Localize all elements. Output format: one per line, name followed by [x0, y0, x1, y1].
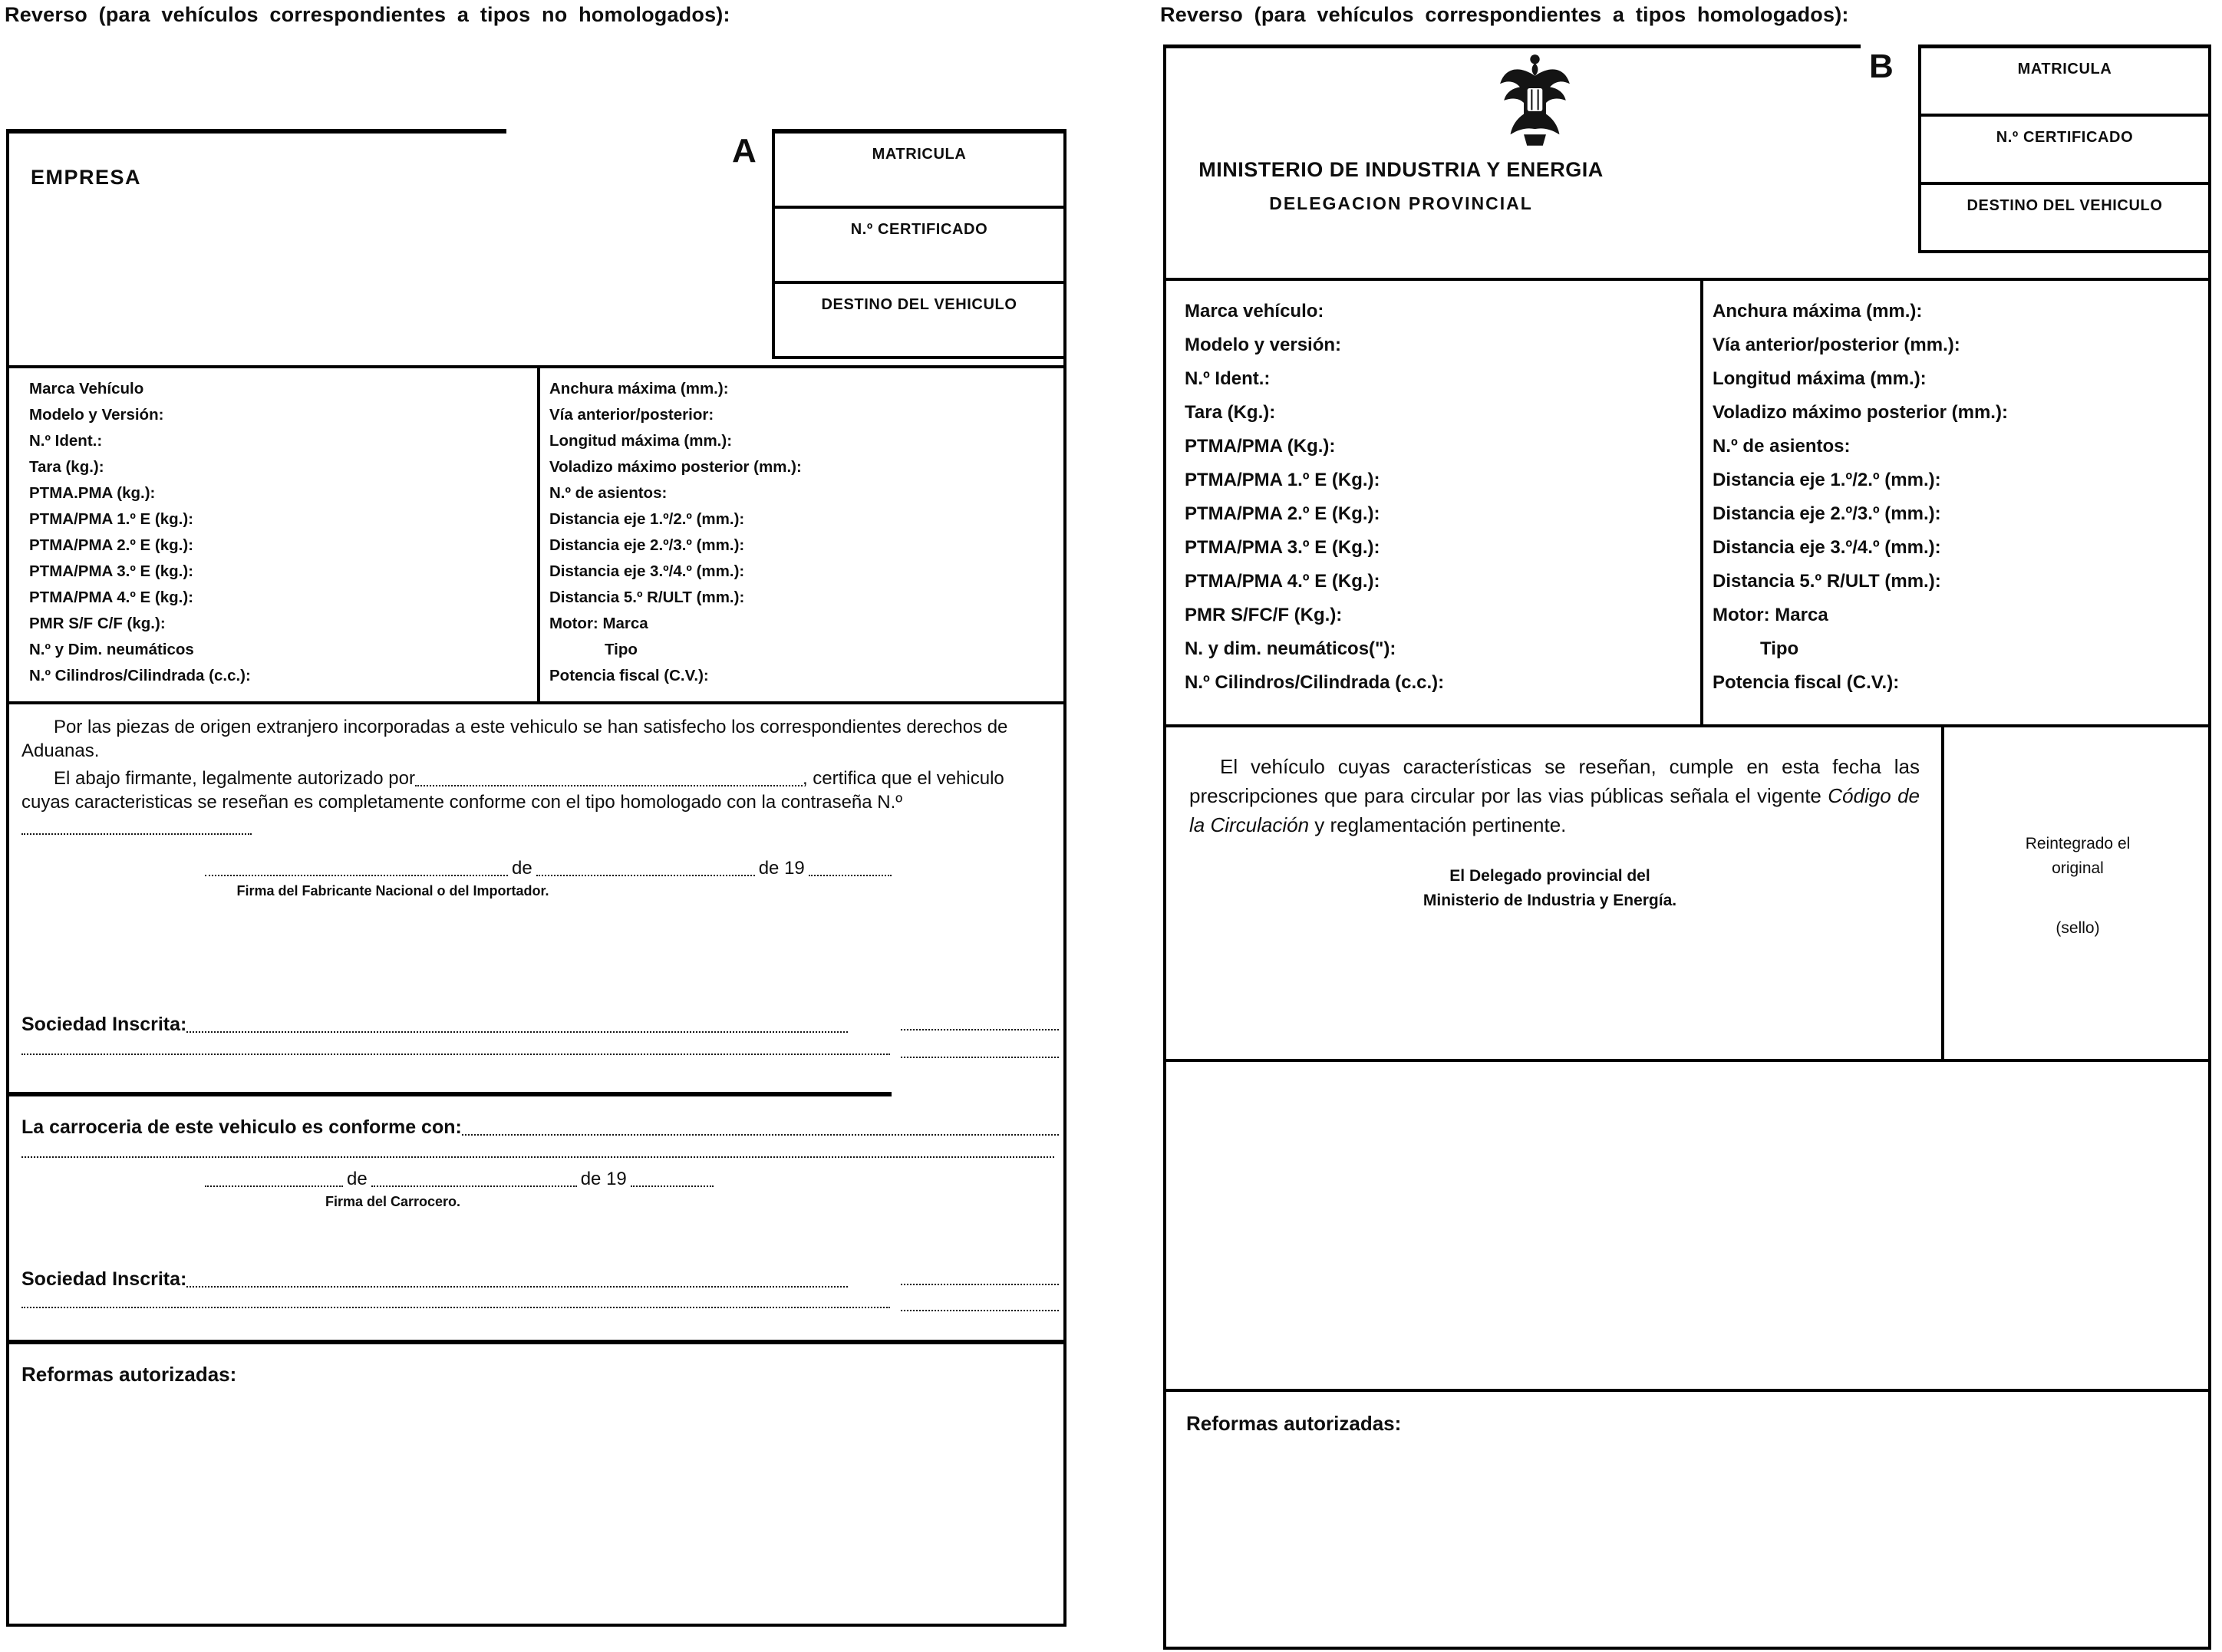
sociedad-right-dots: [901, 1271, 1059, 1287]
dotted-leader: [205, 1169, 343, 1187]
spec-label: PTMA/PMA 2.º E (kg.):: [29, 536, 194, 554]
spec-label: Distancia 5.º R/ULT (mm.):: [1713, 571, 1941, 592]
caption-left: Reverso (para vehículos correspondientes a tipos no homologados):: [5, 3, 730, 26]
dotted-leader: [631, 1169, 714, 1187]
carroceria-row: [21, 1114, 1059, 1139]
spec-label: N.º Ident.:: [29, 432, 103, 450]
sociedad-label: Sociedad Inscrita:: [21, 1268, 187, 1290]
dotted-leader: [415, 768, 803, 786]
dotted-leader: [901, 1273, 1059, 1285]
spec-label: Voladizo máximo posterior (mm.):: [549, 458, 802, 476]
dotted-leader: [901, 1046, 1059, 1058]
section-divider-b1: [1166, 1059, 2208, 1062]
plate-box-a: [772, 129, 1063, 359]
dotted-leader: [21, 1043, 890, 1055]
spec-label: Voladizo máximo posterior (mm.):: [1713, 402, 2008, 423]
reformas-label-a: Reformas autorizadas:: [21, 1363, 237, 1386]
dotted-leader: [462, 1116, 1059, 1136]
spec-label: PTMA/PMA 1.º E (Kg.):: [1185, 470, 1380, 490]
spec-label: Distancia eje 2.º/3.º (mm.):: [1713, 503, 1941, 524]
spec-label: Motor: Marca: [549, 615, 648, 632]
form-a-letter: A: [732, 132, 757, 170]
date-de19-label: de 19: [580, 1169, 627, 1189]
spec-label: N.º y Dim. neumáticos: [29, 641, 194, 658]
spec-label: Anchura máxima (mm.):: [1713, 301, 1923, 321]
firma-fabricante-caption: Firma del Fabricante Nacional o del Importador.: [236, 883, 549, 899]
coat-of-arms-icon: [1495, 52, 1575, 152]
spec-label: N. y dim. neumáticos("):: [1185, 638, 1396, 659]
sociedad-dotline: [21, 1040, 890, 1057]
spec-label: PTMA/PMA 2.º E (Kg.):: [1185, 503, 1380, 524]
spec-label: PTMA/PMA 4.º E (Kg.):: [1185, 571, 1380, 592]
spec-label: Vía anterior/posterior:: [549, 406, 714, 424]
date-line-carrocero: [205, 1166, 714, 1190]
certificado-cell: N.º CERTIFICADO: [775, 206, 1063, 281]
dotted-leader: [186, 1014, 848, 1033]
sociedad-inscrita-row: [21, 1266, 848, 1291]
spec-label: Tipo: [1760, 638, 1799, 659]
delegado-line-2: Ministerio de Industria y Energía.: [1423, 892, 1677, 909]
spec-label: Distancia eje 1.º/2.º (mm.):: [1713, 470, 1941, 490]
certificado-cell: N.º CERTIFICADO: [1921, 114, 2208, 182]
empresa-label: EMPRESA: [31, 166, 142, 189]
reformas-label-b: Reformas autorizadas:: [1186, 1412, 1402, 1435]
matricula-cell: MATRICULA: [2017, 61, 2112, 77]
dotted-leader: [21, 1296, 890, 1308]
specs-left-column-b: [1185, 295, 1444, 700]
spec-label: PTMA.PMA (kg.):: [29, 484, 156, 502]
dotted-leader: [809, 858, 892, 876]
spec-label: PTMA/PMA 1.º E (kg.):: [29, 510, 194, 528]
cert-pre-text: El abajo firmante, legalmente autorizado por: [54, 768, 415, 789]
sociedad-label: Sociedad Inscrita:: [21, 1014, 187, 1035]
form-b-letter: B: [1869, 48, 1894, 85]
specs-left-column-a: [29, 376, 251, 689]
spec-label: N.º de asientos:: [549, 484, 668, 502]
sociedad-inscrita-row: [21, 1011, 848, 1036]
declaration-paragraph: [1189, 752, 1920, 839]
spec-label: Distancia eje 1.º/2.º (mm.):: [549, 510, 745, 528]
spec-label: Marca vehículo:: [1185, 301, 1324, 321]
spec-label: N.º Cilindros/Cilindrada (c.c.):: [1185, 672, 1445, 693]
firma-carrocero-caption: Firma del Carrocero.: [325, 1194, 461, 1209]
dotted-leader: [21, 1146, 1054, 1158]
spec-label: Modelo y versión:: [1185, 335, 1342, 355]
spec-label: Longitud máxima (mm.):: [549, 432, 733, 450]
dotted-leader: [205, 858, 508, 876]
delegado-line-1: El Delegado provincial del: [1449, 867, 1650, 885]
dotted-leader: [901, 1018, 1059, 1030]
date-line-fabricante: [205, 856, 892, 879]
spec-label: Distancia eje 2.º/3.º (mm.):: [549, 536, 745, 554]
declaration-italic-text: Código de la Circulación: [1189, 784, 1920, 836]
declaration-pre-text: El vehículo cuyas características se reseñan, cumple en esta fecha las prescripciones que para circular por las vias públicas señala el vigente: [1189, 755, 1920, 807]
sociedad-right-dots: [901, 1044, 1059, 1060]
spec-label: PTMA/PMA 3.º E (Kg.):: [1185, 537, 1380, 558]
stamp-line-1: Reintegrado el: [2025, 835, 2131, 852]
stamp-line-2: original: [2052, 859, 2104, 877]
caption-right: Reverso (para vehículos correspondientes a tipos homologados):: [1160, 3, 1849, 26]
spec-label: PMR S/F C/F (kg.):: [29, 615, 166, 632]
spec-label: Anchura máxima (mm.):: [549, 380, 729, 397]
certification-paragraph: [21, 766, 1054, 839]
ministry-title: MINISTERIO DE INDUSTRIA Y ENERGIA: [1198, 158, 1604, 181]
date-de19-label: de 19: [758, 858, 805, 879]
spec-label: Distancia eje 3.º/4.º (mm.):: [549, 562, 745, 580]
spec-label: PTMA/PMA 4.º E (kg.):: [29, 589, 194, 606]
spec-label: Potencia fiscal (C.V.):: [549, 667, 709, 684]
sociedad-right-dots: [901, 1016, 1059, 1032]
spec-label: Marca Vehículo: [29, 380, 144, 397]
sociedad-dotline: [21, 1294, 890, 1310]
form-a: [6, 129, 1066, 1627]
matricula-cell: MATRICULA: [872, 146, 967, 163]
spec-label: Vía anterior/posterior (mm.):: [1713, 335, 1960, 355]
spec-label: Tara (kg.):: [29, 458, 104, 476]
specs-divider-a: [537, 365, 540, 704]
section-divider-a1: [9, 1092, 892, 1096]
stamp-box-divider: [1941, 727, 1944, 1062]
spec-label: Potencia fiscal (C.V.):: [1713, 672, 1900, 693]
destino-cell: DESTINO DEL VEHICULO: [1921, 182, 2208, 250]
spec-label: Distancia 5.º R/ULT (mm.):: [549, 589, 745, 606]
dotted-leader: [536, 858, 755, 876]
destino-cell: DESTINO DEL VEHICULO: [775, 281, 1063, 356]
spec-label: PMR S/FC/F (Kg.):: [1185, 605, 1343, 625]
declaration-post-text: y reglamentación pertinente.: [1309, 813, 1567, 836]
carroceria-dotline: [21, 1143, 1054, 1159]
specs-divider-b: [1700, 278, 1703, 727]
spec-label: Distancia eje 3.º/4.º (mm.):: [1713, 537, 1941, 558]
customs-paragraph: Por las piezas de origen extranjero incorporadas a este vehiculo se han satisfecho los correspondientes derechos de Aduanas.: [21, 717, 1008, 761]
spec-label: N.º Ident.:: [1185, 368, 1271, 389]
stamp-sello-label: (sello): [2056, 919, 2100, 937]
spec-label: Longitud máxima (mm.):: [1713, 368, 1927, 389]
form-a-top-rule: [9, 129, 506, 134]
spec-label: Motor: Marca: [1713, 605, 1828, 625]
spec-label: PTMA/PMA 3.º E (kg.):: [29, 562, 194, 580]
plate-box-b: [1918, 45, 2208, 253]
date-de-label: de: [347, 1169, 368, 1189]
cert-post-text: , certifica que el vehiculo cuyas caracteristicas se reseñan es completamente conforme con el tipo homologado con la contraseña N.º: [21, 768, 1004, 813]
form-b: [1163, 45, 2211, 1650]
spec-label: Modelo y Versión:: [29, 406, 164, 424]
carroceria-label: La carroceria de este vehiculo es conforme con:: [21, 1116, 462, 1138]
section-divider-a2: [9, 1340, 1063, 1344]
ministry-subtitle: DELEGACION PROVINCIAL: [1269, 193, 1533, 213]
specs-right-column-a: [549, 376, 802, 689]
form-b-top-rule: [1166, 45, 1861, 48]
sociedad-right-dots: [901, 1297, 1059, 1313]
section-divider-b2: [1166, 1389, 2208, 1392]
dotted-leader: [901, 1299, 1059, 1311]
specs-right-column-b: [1713, 295, 2008, 700]
spec-label: N.º Cilindros/Cilindrada (c.c.):: [29, 667, 251, 684]
spec-label: PTMA/PMA (Kg.):: [1185, 436, 1336, 457]
dotted-leader: [21, 816, 252, 835]
dotted-leader: [186, 1268, 848, 1288]
dotted-leader: [371, 1169, 577, 1187]
spec-label: Tara (Kg.):: [1185, 402, 1276, 423]
spec-label: Tipo: [605, 641, 638, 658]
spec-label: N.º de asientos:: [1713, 436, 1851, 457]
date-de-label: de: [512, 858, 532, 879]
